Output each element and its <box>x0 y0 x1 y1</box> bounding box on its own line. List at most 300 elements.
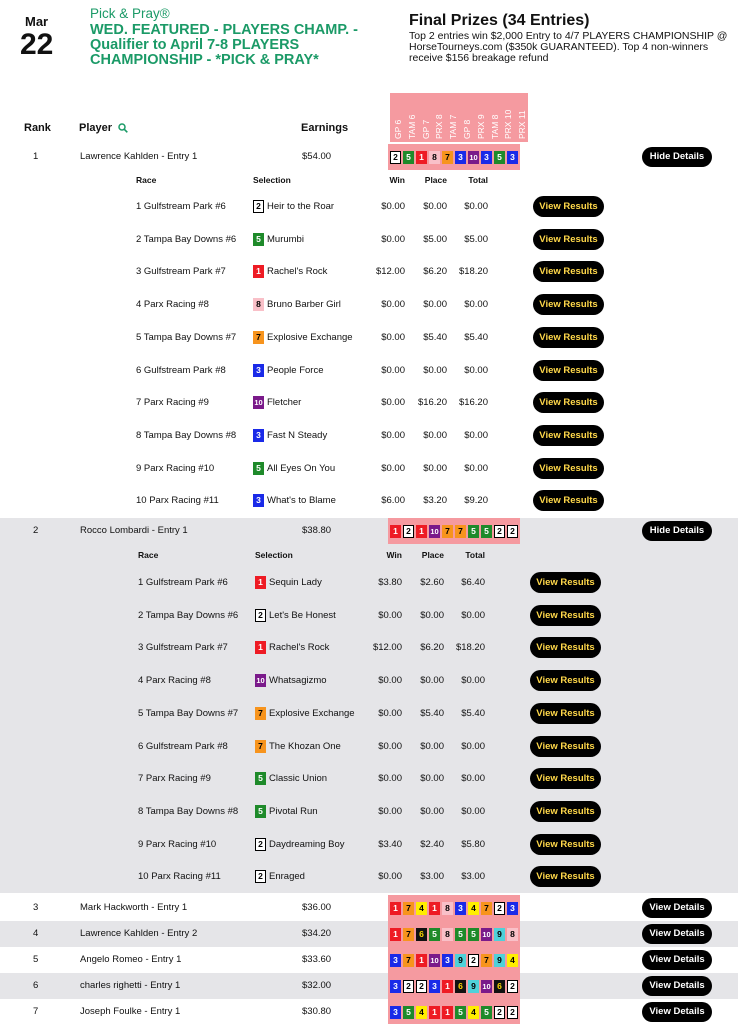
payout-win: $12.00 <box>372 642 402 654</box>
pick-number: 3 <box>253 494 264 507</box>
race-header-label: GP 6 <box>393 119 403 139</box>
pick-number: 1 <box>442 980 453 993</box>
player-rank: 1 <box>33 151 39 162</box>
race-detail-row <box>0 632 738 664</box>
pick-number: 1 <box>390 928 401 941</box>
payout-place: $0.00 <box>423 201 447 212</box>
pick-number: 3 <box>481 151 492 164</box>
race-header <box>418 93 432 142</box>
selection <box>255 740 341 753</box>
view-results-button[interactable]: View Results <box>533 196 604 217</box>
race-detail-row <box>0 763 738 795</box>
pick-number: 2 <box>494 1006 505 1019</box>
detail-header-total: Total <box>468 175 488 185</box>
pick-number: 7 <box>403 954 414 967</box>
pick-number: 9 <box>494 954 505 967</box>
pick-number: 5 <box>403 151 414 164</box>
pick-number: 9 <box>494 928 505 941</box>
race-name: 9 Parx Racing #10 <box>136 462 215 474</box>
horse-name: Fast N Steady <box>267 429 328 441</box>
detail-header-selection: Selection <box>255 550 293 560</box>
pick-number: 3 <box>429 980 440 993</box>
pick-number: 2 <box>416 980 427 993</box>
pick-number: 4 <box>416 902 427 915</box>
payout-place: $5.00 <box>423 233 447 245</box>
race-detail-row <box>0 567 738 599</box>
payout-total: $5.80 <box>461 838 485 850</box>
race-column-headers <box>390 93 528 142</box>
view-results-button[interactable]: View Results <box>533 294 604 315</box>
selection <box>253 233 304 246</box>
payout-win: $0.00 <box>378 805 402 817</box>
pick-number: 7 <box>403 928 414 941</box>
payout-place: $6.20 <box>423 266 447 278</box>
pick-number: 3 <box>507 902 518 915</box>
pick-number: 1 <box>255 641 266 654</box>
pick-number: 7 <box>253 331 264 344</box>
payout-place: $2.60 <box>420 577 444 588</box>
payout-place: $0.00 <box>420 609 444 621</box>
pick-number: 2 <box>494 525 505 538</box>
view-details-button[interactable]: View Details <box>642 1002 712 1022</box>
pick-number: 10 <box>254 398 263 408</box>
view-results-button[interactable]: View Results <box>530 834 601 855</box>
view-results-button[interactable]: View Results <box>533 425 604 446</box>
race-detail-row <box>0 698 738 730</box>
detail-header-place: Place <box>421 550 444 560</box>
view-results-button[interactable]: View Results <box>533 360 604 381</box>
player-name[interactable]: charles righetti - Entry 1 <box>80 980 181 991</box>
race-detail-row <box>0 224 738 256</box>
payout-win: $0.00 <box>378 609 402 621</box>
pick-number: 2 <box>253 200 264 213</box>
payout-total: $9.20 <box>464 495 488 507</box>
race-header <box>390 93 404 142</box>
view-details-button[interactable]: View Details <box>642 950 712 970</box>
payout-win: $0.00 <box>378 707 402 719</box>
pick-number: 1 <box>253 265 264 278</box>
payout-total: $0.00 <box>464 462 488 474</box>
race-name: 4 Parx Racing #8 <box>138 675 211 687</box>
view-results-button[interactable]: View Results <box>533 261 604 282</box>
pick-number: 1 <box>416 525 427 538</box>
race-name: 10 Parx Racing #11 <box>138 871 221 883</box>
pick-number: 6 <box>416 928 427 941</box>
payout-total: $0.00 <box>461 740 485 752</box>
pick-number: 10 <box>482 981 491 991</box>
horse-name: Pivotal Run <box>269 805 318 817</box>
race-name: 2 Tampa Bay Downs #6 <box>138 609 239 621</box>
pick-number: 7 <box>442 151 453 164</box>
pick-number: 2 <box>403 525 414 538</box>
pick-number: 7 <box>455 525 466 538</box>
player-name[interactable]: Lawrence Kahlden - Entry 1 <box>80 151 198 162</box>
pick-number: 2 <box>255 609 266 622</box>
pick-number: 3 <box>390 980 401 993</box>
race-header-label: GP 8 <box>461 119 472 139</box>
horse-name: Sequin Lady <box>269 577 322 588</box>
selection <box>253 265 327 278</box>
earnings-header: Earnings <box>301 122 349 134</box>
race-header <box>445 93 459 142</box>
pick-number: 2 <box>468 954 479 967</box>
player-earnings: $54.00 <box>302 151 332 162</box>
player-rank: 7 <box>33 1006 39 1017</box>
detail-header-win: Win <box>386 550 402 560</box>
pick-number: 10 <box>482 929 491 939</box>
pick-number: 3 <box>390 954 401 967</box>
payout-win: $0.00 <box>381 201 405 212</box>
selection <box>255 772 327 785</box>
selection <box>253 396 301 409</box>
view-details-button[interactable]: View Details <box>642 924 712 944</box>
pick-number: 1 <box>442 1006 453 1019</box>
pick-number: 3 <box>253 364 264 377</box>
selection <box>253 429 327 442</box>
player-earnings: $32.00 <box>302 980 332 991</box>
race-header <box>500 93 514 142</box>
payout-win: $0.00 <box>378 675 402 687</box>
player-picks <box>388 144 520 170</box>
payout-win: $0.00 <box>381 397 405 409</box>
horse-name: What's to Blame <box>267 495 336 507</box>
pick-number: 7 <box>442 525 453 538</box>
pick-number: 1 <box>390 525 401 538</box>
player-earnings: $36.00 <box>302 902 332 913</box>
pick-number: 2 <box>390 151 401 164</box>
selection <box>255 870 305 883</box>
race-name: 2 Tampa Bay Downs #6 <box>136 233 237 245</box>
horse-name: Classic Union <box>269 773 328 785</box>
selection <box>253 331 353 344</box>
pick-number: 5 <box>255 805 266 818</box>
date-day: 22 <box>20 28 54 61</box>
pick-number: 9 <box>468 980 479 993</box>
pick-number: 10 <box>430 526 439 536</box>
pick-number: 2 <box>507 525 518 538</box>
pick-number: 3 <box>390 1006 401 1019</box>
race-header-label: PRX 9 <box>475 114 486 139</box>
player-picks <box>388 518 520 544</box>
selection <box>255 641 329 654</box>
payout-win: $3.80 <box>378 577 402 588</box>
pick-number: 3 <box>442 954 453 967</box>
pick-number: 10 <box>256 676 265 686</box>
player-row[interactable] <box>0 144 738 170</box>
player-earnings: $34.20 <box>302 928 332 939</box>
race-header <box>487 93 501 142</box>
contest-title: WED. FEATURED - PLAYERS CHAMP. - Qualifier to April 7-8 PLAYERS CHAMPIONSHIP - *PICK & PRAY* <box>90 22 359 68</box>
race-header <box>431 93 445 142</box>
race-name: 5 Tampa Bay Downs #7 <box>136 331 237 343</box>
pick-number: 9 <box>455 954 466 967</box>
race-detail-row <box>0 256 738 288</box>
player-row[interactable] <box>0 947 738 973</box>
pick-number: 7 <box>481 954 492 967</box>
player-row[interactable] <box>0 895 738 921</box>
race-header-label: TAM 8 <box>489 114 500 139</box>
pick-number: 2 <box>255 838 266 851</box>
race-name: 7 Parx Racing #9 <box>136 397 209 409</box>
payout-total: $18.20 <box>455 642 485 654</box>
race-name: 3 Gulfstream Park #7 <box>138 642 228 654</box>
player-earnings: $30.80 <box>302 1006 332 1017</box>
race-header <box>514 93 528 142</box>
player-name[interactable]: Rocco Lombardi - Entry 1 <box>80 525 188 536</box>
pick-number: 5 <box>255 772 266 785</box>
player-earnings: $38.80 <box>302 525 332 536</box>
player-name[interactable]: Joseph Foulke - Entry 1 <box>80 1006 181 1017</box>
selection <box>255 609 336 622</box>
detail-header-race: Race <box>138 550 159 560</box>
view-results-button[interactable]: View Results <box>533 327 604 348</box>
player-rank: 3 <box>33 902 39 913</box>
player-picks <box>388 895 520 921</box>
player-row[interactable] <box>0 518 738 544</box>
view-details-button[interactable]: View Details <box>642 976 712 996</box>
selection <box>253 462 335 475</box>
view-results-button[interactable]: View Results <box>533 229 604 250</box>
player-picks <box>388 973 520 999</box>
payout-place: $5.40 <box>423 331 447 343</box>
horse-name: People Force <box>267 364 324 376</box>
pick-number: 7 <box>481 902 492 915</box>
player-rank: 5 <box>33 954 39 965</box>
selection <box>255 805 318 818</box>
pick-number: 6 <box>455 980 466 993</box>
race-detail-row <box>0 665 738 697</box>
selection <box>255 707 355 720</box>
payout-place: $0.00 <box>423 429 447 441</box>
race-name: 7 Parx Racing #9 <box>138 773 211 785</box>
view-results-button[interactable]: View Results <box>533 392 604 413</box>
payout-total: $0.00 <box>461 609 485 621</box>
payout-place: $0.00 <box>420 805 444 817</box>
race-detail-row <box>0 387 738 419</box>
selection <box>255 838 345 851</box>
pick-number: 2 <box>494 902 505 915</box>
view-results-button[interactable]: View Results <box>533 458 604 479</box>
race-header <box>473 93 487 142</box>
pick-number: 3 <box>455 902 466 915</box>
payout-place: $0.00 <box>423 462 447 474</box>
pick-number: 2 <box>507 980 518 993</box>
race-name: 9 Parx Racing #10 <box>138 838 217 850</box>
race-name: 1 Gulfstream Park #6 <box>136 201 226 212</box>
pick-number: 7 <box>255 707 266 720</box>
payout-win: $0.00 <box>378 773 402 785</box>
horse-name: Heir to the Roar <box>267 201 335 212</box>
view-results-button[interactable]: View Results <box>530 801 601 822</box>
pick-number: 3 <box>507 151 518 164</box>
race-header-label: GP 7 <box>420 119 431 139</box>
player-earnings: $33.60 <box>302 954 332 965</box>
player-rank: 6 <box>33 980 39 991</box>
horse-name: Explosive Exchange <box>267 331 353 343</box>
race-header <box>404 93 418 142</box>
detail-header-win: Win <box>389 175 405 185</box>
race-detail-row <box>0 485 738 517</box>
pick-number: 2 <box>403 980 414 993</box>
payout-place: $0.00 <box>423 364 447 376</box>
payout-place: $16.20 <box>417 397 447 409</box>
player-picks <box>388 999 520 1024</box>
payout-total: $0.00 <box>461 773 485 785</box>
race-name: 5 Tampa Bay Downs #7 <box>138 707 239 719</box>
pick-number: 1 <box>429 1006 440 1019</box>
payout-place: $3.00 <box>420 871 444 883</box>
pick-number: 1 <box>255 576 266 589</box>
pick-number: 5 <box>253 233 264 246</box>
race-name: 6 Gulfstream Park #8 <box>136 364 226 376</box>
pick-number: 3 <box>253 429 264 442</box>
pick-number: 5 <box>403 1006 414 1019</box>
payout-place: $5.40 <box>420 707 444 719</box>
view-results-button[interactable]: View Results <box>530 866 601 887</box>
detail-header-total: Total <box>465 550 485 560</box>
horse-name: Let's Be Honest <box>269 609 336 621</box>
view-results-button[interactable]: View Results <box>530 703 601 724</box>
race-name: 8 Tampa Bay Downs #8 <box>136 429 237 441</box>
race-header <box>459 93 473 142</box>
race-header-label: PRX 10 <box>503 109 514 139</box>
pick-number: 4 <box>507 954 518 967</box>
race-detail-row <box>0 796 738 828</box>
pick-number: 6 <box>494 980 505 993</box>
horse-name: All Eyes On You <box>267 462 336 474</box>
race-header-label: TAM 6 <box>406 114 417 139</box>
view-results-button[interactable]: View Results <box>530 670 601 691</box>
view-results-button[interactable]: View Results <box>530 768 601 789</box>
payout-total: $0.00 <box>461 805 485 817</box>
payout-total: $5.40 <box>461 707 485 719</box>
payout-total: $0.00 <box>464 201 488 212</box>
contest-type: Pick & Pray® <box>90 6 170 21</box>
selection <box>255 674 327 687</box>
horse-name: Daydreaming Boy <box>269 838 345 850</box>
player-row[interactable] <box>0 973 738 999</box>
race-detail-row <box>0 355 738 387</box>
pick-number: 5 <box>468 525 479 538</box>
player-picks <box>388 921 520 947</box>
race-name: 3 Gulfstream Park #7 <box>136 266 226 278</box>
payout-total: $0.00 <box>464 299 488 311</box>
payout-total: $5.40 <box>464 331 488 343</box>
pick-number: 8 <box>442 902 453 915</box>
pick-number: 4 <box>416 1006 427 1019</box>
pick-number: 8 <box>442 928 453 941</box>
pick-number: 1 <box>416 954 427 967</box>
view-results-button[interactable]: View Results <box>530 736 601 757</box>
player-row[interactable] <box>0 921 738 947</box>
horse-name: Rachel's Rock <box>267 266 328 278</box>
hide-details-button[interactable]: Hide Details <box>642 147 712 167</box>
horse-name: Explosive Exchange <box>269 707 355 719</box>
view-results-button[interactable]: View Results <box>530 637 601 658</box>
view-results-button[interactable]: View Results <box>530 605 601 626</box>
selection <box>253 200 334 213</box>
race-header-label: TAM 7 <box>448 114 459 139</box>
payout-win: $0.00 <box>381 429 405 441</box>
player-header <box>79 122 128 134</box>
selection <box>253 298 341 311</box>
pick-number: 7 <box>255 740 266 753</box>
horse-name: Murumbi <box>267 233 304 245</box>
payout-win: $6.00 <box>381 495 405 507</box>
payout-win: $0.00 <box>378 740 402 752</box>
player-name[interactable]: Lawrence Kahlden - Entry 2 <box>80 928 198 939</box>
race-header-label: PRX 11 <box>517 110 528 139</box>
player-picks <box>388 947 520 973</box>
pick-number: 5 <box>253 462 264 475</box>
race-detail-row <box>0 600 738 632</box>
selection <box>255 576 322 589</box>
player-rank: 2 <box>33 525 39 536</box>
pick-number: 5 <box>494 151 505 164</box>
pick-number: 8 <box>429 151 440 164</box>
pick-number: 5 <box>468 928 479 941</box>
player-row[interactable] <box>0 999 738 1024</box>
view-results-button[interactable]: View Results <box>533 490 604 511</box>
pick-number: 2 <box>255 870 266 883</box>
player-rank: 4 <box>33 928 39 939</box>
payout-win: $0.00 <box>381 233 405 245</box>
pick-number: 5 <box>455 928 466 941</box>
pick-number: 7 <box>403 902 414 915</box>
payout-win: $3.40 <box>378 838 402 850</box>
horse-name: The Khozan One <box>269 740 341 752</box>
payout-total: $0.00 <box>464 429 488 441</box>
view-details-button[interactable]: View Details <box>642 898 712 918</box>
player-name[interactable]: Angelo Romeo - Entry 1 <box>80 954 182 965</box>
payout-total: $0.00 <box>464 364 488 376</box>
payout-win: $0.00 <box>378 871 402 883</box>
payout-place: $0.00 <box>420 773 444 785</box>
hide-details-button[interactable]: Hide Details <box>642 521 712 541</box>
pick-number: 5 <box>429 928 440 941</box>
payout-total: $3.00 <box>461 871 485 883</box>
pick-number: 1 <box>416 151 427 164</box>
pick-number: 10 <box>469 152 478 162</box>
horse-name: Enraged <box>269 871 305 883</box>
payout-win: $0.00 <box>381 364 405 376</box>
race-detail-row <box>0 731 738 763</box>
payout-place: $0.00 <box>420 740 444 752</box>
horse-name: Rachel's Rock <box>269 642 330 654</box>
payout-win: $0.00 <box>381 331 405 343</box>
payout-win: $12.00 <box>375 266 405 278</box>
player-header-label: Player <box>79 122 113 134</box>
pick-number: 2 <box>507 1006 518 1019</box>
payout-place: $0.00 <box>420 675 444 687</box>
pick-number: 4 <box>468 902 479 915</box>
race-name: 10 Parx Racing #11 <box>136 495 219 507</box>
race-detail-row <box>0 420 738 452</box>
pick-number: 5 <box>455 1006 466 1019</box>
search-icon[interactable] <box>118 123 128 133</box>
payout-place: $3.20 <box>423 495 447 507</box>
payout-place: $6.20 <box>420 642 444 654</box>
player-name[interactable]: Mark Hackworth - Entry 1 <box>80 902 188 913</box>
payout-total: $18.20 <box>458 266 488 278</box>
selection <box>253 494 336 507</box>
payout-place: $0.00 <box>423 299 447 311</box>
pick-number: 5 <box>481 1006 492 1019</box>
date-month: Mar <box>25 14 49 29</box>
prizes-description: Top 2 entries win $2,000 Entry to 4/7 PLAYERS CHAMPIONSHIP @ HorseTourneys.com ($350k GUARANTEED). Top 4 non-winners receive $156 breakage refund <box>409 30 728 64</box>
pick-number: 5 <box>481 525 492 538</box>
view-results-button[interactable]: View Results <box>530 572 601 593</box>
